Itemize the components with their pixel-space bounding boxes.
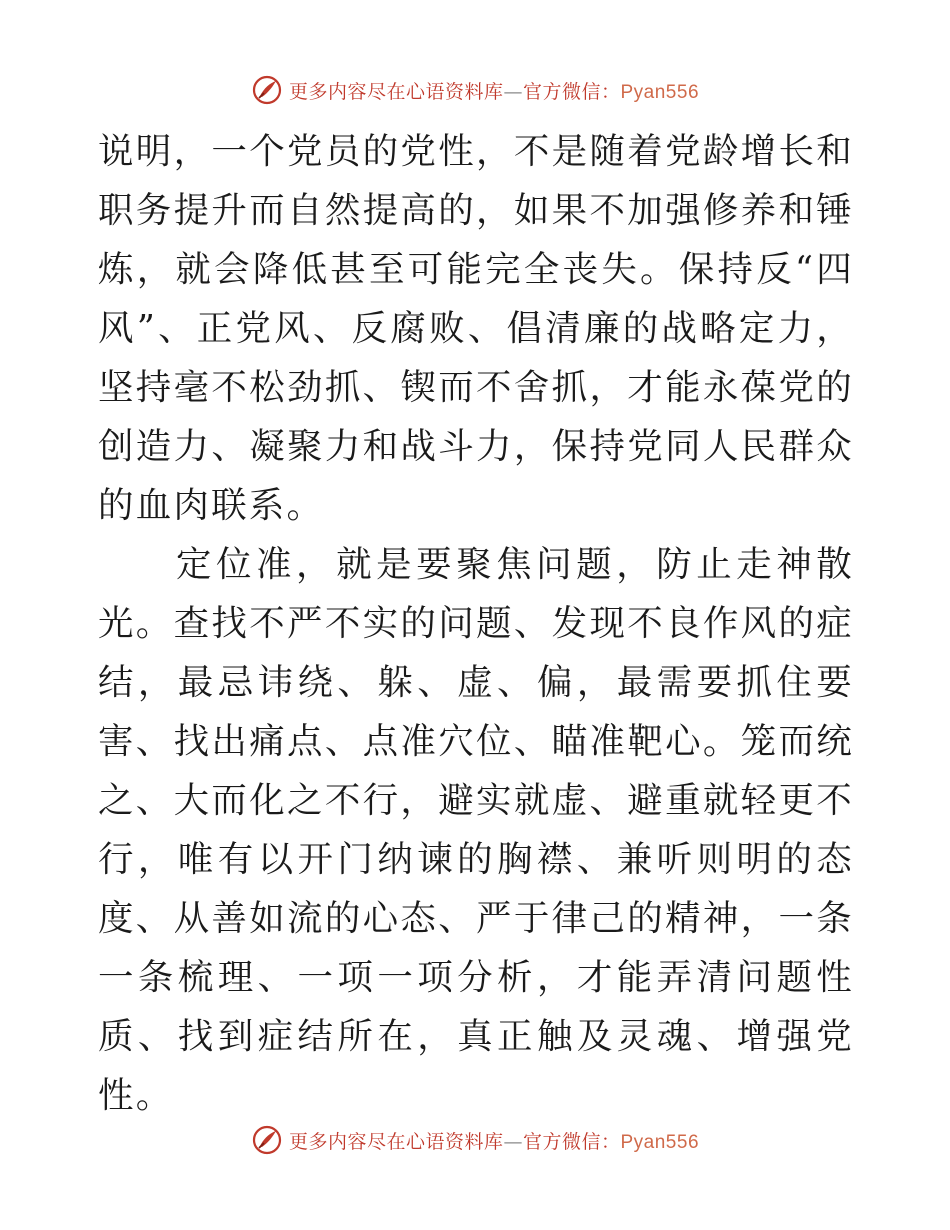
header-wechat-id: Pyan556 bbox=[620, 81, 700, 103]
footer-wechat-label: 官方微信： bbox=[522, 1130, 621, 1153]
footer-wechat-id: Pyan556 bbox=[620, 1131, 700, 1153]
footer-banner-text bbox=[289, 1127, 699, 1154]
footer-banner bbox=[0, 1120, 950, 1160]
red-quill-logo-icon bbox=[251, 1124, 283, 1156]
footer-separator: — bbox=[503, 1130, 523, 1153]
document-body bbox=[98, 122, 854, 1125]
header-wechat-label: 官方微信： bbox=[522, 80, 621, 103]
header-banner bbox=[0, 70, 950, 110]
paragraph-2: 定位准，就是要聚焦问题，防止走神散光。查找不严不实的问题、发现不良作风的症结，最忌讳绕、躲、虚、偏，最需要抓住要害、找出痛点、点准穴位、瞄准靶心。笼而统之、大而化之不行，避实就虚、避重就轻更不行，唯有以开门纳谏的胸襟、兼听则明的态度、从善如流的心态、严于律己的精神，一条一条梳理、一项一项分析，才能弄清问题性质、找到症结所在，真正触及灵魂、增强党性。 bbox=[98, 544, 854, 1116]
header-banner-text bbox=[289, 77, 699, 104]
red-quill-logo-icon bbox=[251, 74, 283, 106]
header-separator: — bbox=[503, 80, 523, 103]
paragraph-1: 说明，一个党员的党性，不是随着党龄增长和职务提升而自然提高的，如果不加强修养和锤炼，就会降低甚至可能完全丧失。保持反“四风”、正党风、反腐败、倡清廉的战略定力，坚持毫不松劲抓、锲而不舍抓，才能永葆党的创造力、凝聚力和战斗力，保持党同人民群众的血肉联系。 bbox=[98, 131, 854, 526]
header-brand-text: 更多内容尽在心语资料库 bbox=[288, 80, 504, 103]
footer-brand-text: 更多内容尽在心语资料库 bbox=[288, 1130, 504, 1153]
